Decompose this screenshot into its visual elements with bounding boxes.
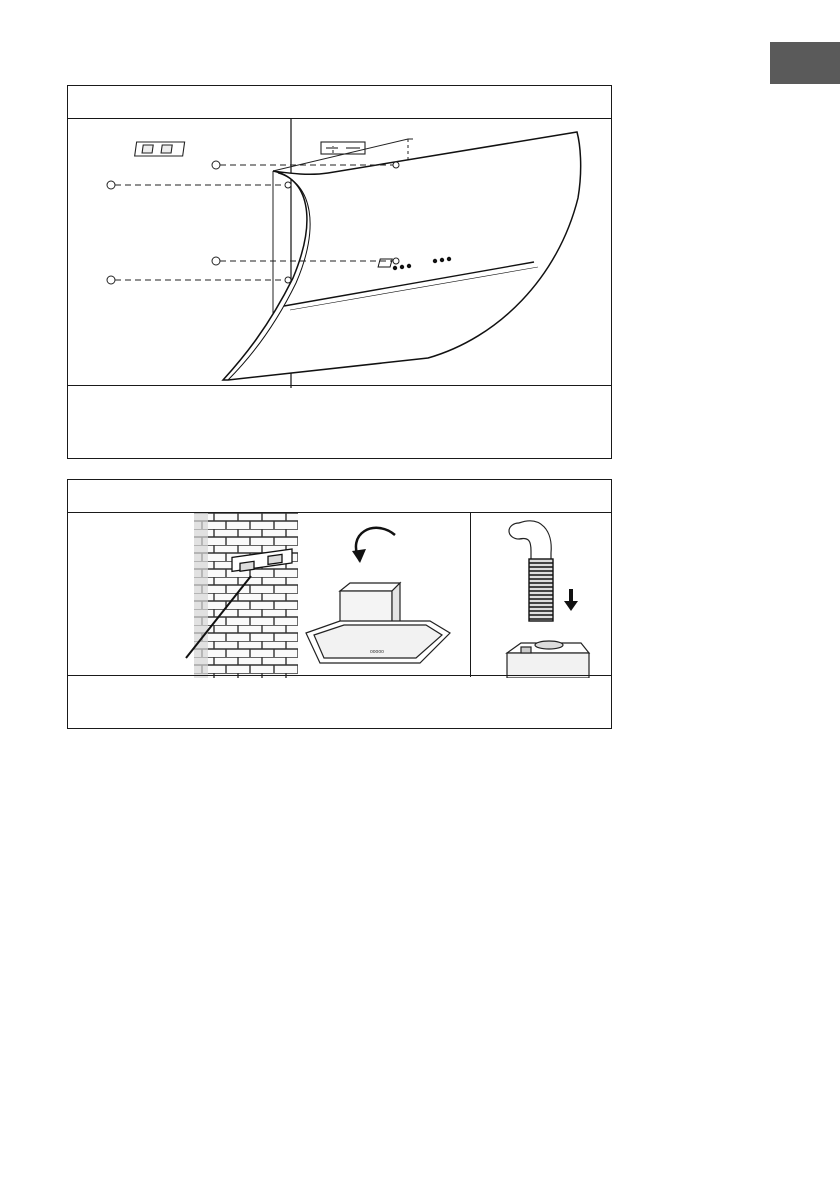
- figure-2-caption: [68, 675, 611, 728]
- language-tab: [770, 42, 840, 84]
- svg-text:ooooo: ooooo: [370, 649, 384, 655]
- hood-mounting-illustration: [68, 118, 611, 388]
- down-arrow-icon: [564, 589, 578, 611]
- figure-2-header: [68, 480, 611, 513]
- figure-2-panel: [67, 479, 612, 729]
- brick-wall-bracket-illustration: [178, 513, 298, 678]
- hood-chimney-illustration: [300, 513, 470, 678]
- figure-1-panel: [67, 85, 612, 459]
- duct-coils: [529, 559, 553, 621]
- wall-bracket-right: [321, 142, 365, 154]
- wall-bracket-left: [135, 142, 185, 156]
- figure-1-header: [68, 86, 611, 119]
- flexible-duct-illustration: [471, 513, 611, 678]
- figure-1-caption: [68, 385, 611, 458]
